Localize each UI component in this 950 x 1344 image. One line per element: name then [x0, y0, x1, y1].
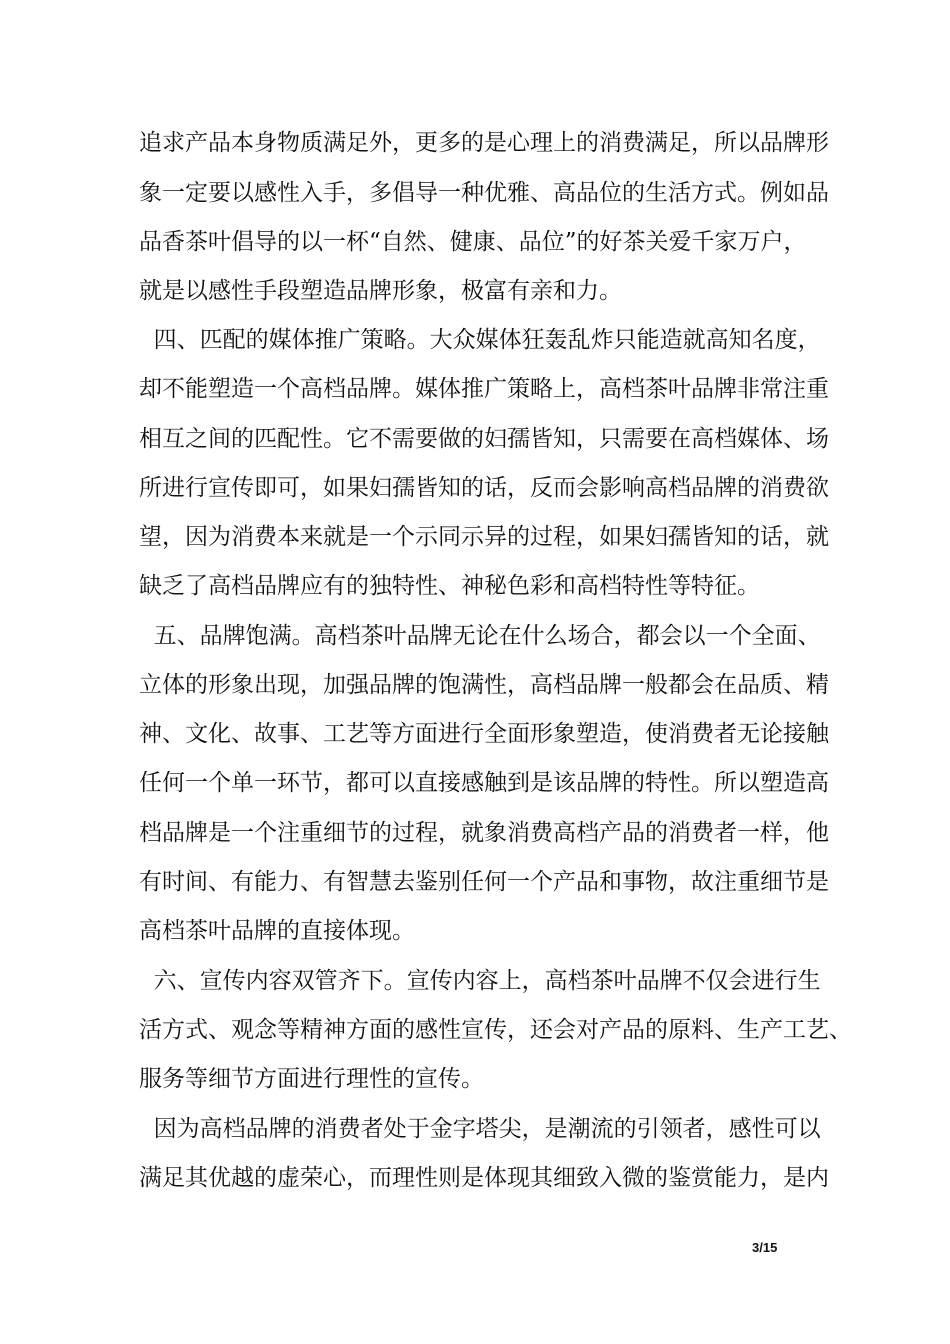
text-line: 却不能塑造一个高档品牌。媒体推广策略上，高档茶叶品牌非常注重 [139, 376, 829, 402]
text-line: 相互之间的匹配性。它不需要做的妇孺皆知，只需要在高档媒体、场 [139, 426, 829, 452]
text-line: 满足其优越的虚荣心，而理性则是体现其细致入微的鉴赏能力，是内 [139, 1165, 829, 1191]
text-line: 缺乏了高档品牌应有的独特性、神秘色彩和高档特性等特征。 [139, 573, 760, 599]
page-number: 3/15 [752, 1240, 778, 1255]
text-line: 活方式、观念等精神方面的感性宣传，还会对产品的原料、生产工艺、 [139, 1017, 852, 1043]
text-line: 立体的形象出现，加强品牌的饱满性，高档品牌一般都会在品质、精 [139, 672, 829, 698]
text-line: 追求产品本身物质满足外，更多的是心理上的消费满足，所以品牌形 [139, 130, 829, 156]
text-line: 望，因为消费本来就是一个示同示异的过程，如果妇孺皆知的话，就 [139, 524, 829, 550]
text-line: 五、品牌饱满。高档茶叶品牌无论在什么场合，都会以一个全面、 [139, 623, 821, 649]
text-line: 品香茶叶倡导的以一杯“自然、健康、品位”的好茶关爱千家万户， [139, 229, 807, 255]
text-line: 因为高档品牌的消费者处于金字塔尖，是潮流的引领者，感性可以 [139, 1116, 821, 1142]
text-line: 所进行宣传即可，如果妇孺皆知的话，反而会影响高档品牌的消费欲 [139, 475, 829, 501]
text-line: 高档茶叶品牌的直接体现。 [139, 918, 415, 944]
text-line: 服务等细节方面进行理性的宣传。 [139, 1066, 484, 1092]
text-line: 就是以感性手段塑造品牌形象，极富有亲和力。 [139, 278, 622, 304]
text-line: 四、匹配的媒体推广策略。大众媒体狂轰乱炸只能造就高知名度， [139, 327, 821, 353]
text-line: 神、文化、故事、工艺等方面进行全面形象塑造，使消费者无论接触 [139, 721, 829, 747]
text-line: 象一定要以感性入手，多倡导一种优雅、高品位的生活方式。例如品 [139, 180, 829, 206]
text-line: 有时间、有能力、有智慧去鉴别任何一个产品和事物，故注重细节是 [139, 869, 829, 895]
text-line: 任何一个单一环节，都可以直接感触到是该品牌的特性。所以塑造高 [139, 770, 829, 796]
text-line: 六、宣传内容双管齐下。宣传内容上，高档茶叶品牌不仅会进行生 [139, 968, 821, 994]
text-line: 档品牌是一个注重细节的过程，就象消费高档产品的消费者一样，他 [139, 820, 829, 846]
